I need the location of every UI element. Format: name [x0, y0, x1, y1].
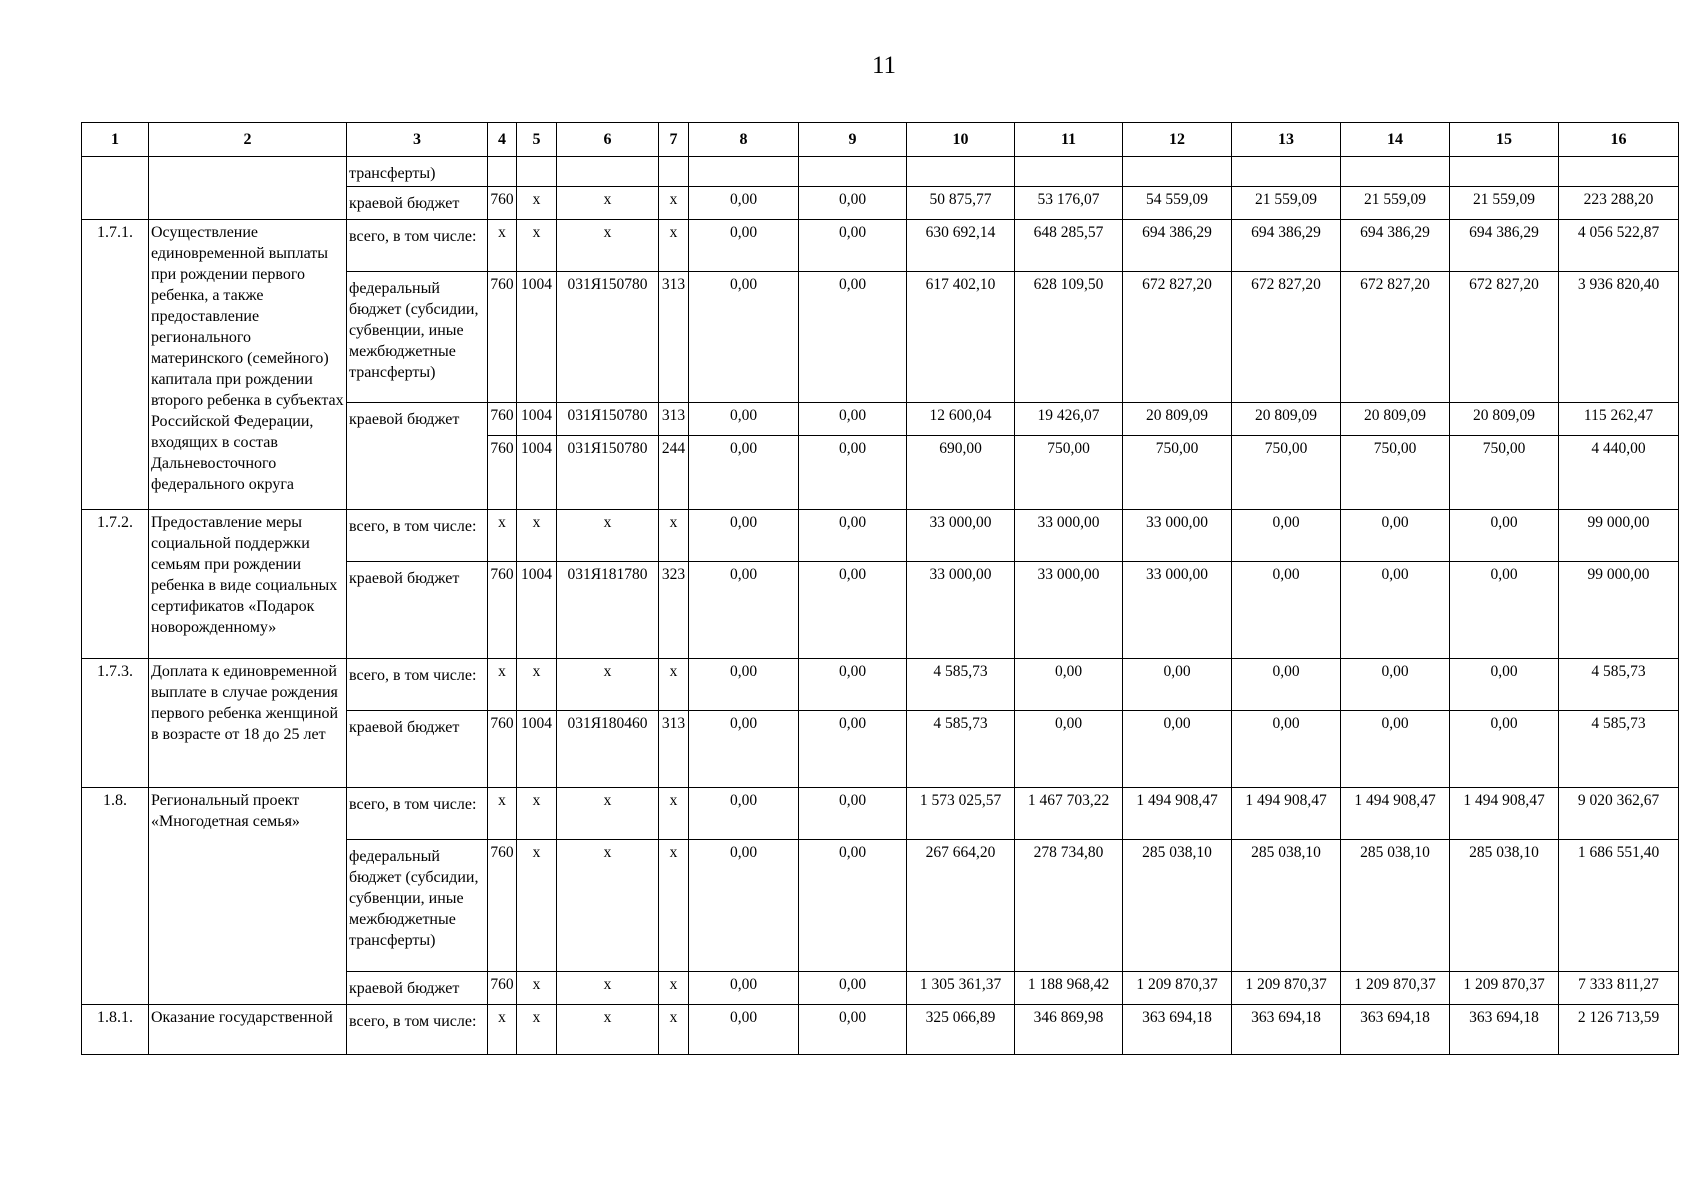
value-cell: 0,00: [689, 1005, 799, 1055]
value-cell: 0,00: [689, 187, 799, 220]
code-cell: 031Я180460: [557, 711, 659, 788]
value-cell: 53 176,07: [1015, 187, 1123, 220]
item-name-cell: Доплата к единовременной выплате в случае рождения первого ребенка женщиной в возрасте от 18 до 25 лет: [149, 659, 347, 788]
code-cell: 1004: [517, 436, 557, 510]
table-row: [82, 659, 1679, 711]
code-cell: 1004: [517, 403, 557, 436]
value-cell: 50 875,77: [907, 187, 1015, 220]
code-cell: x: [659, 840, 689, 972]
value-cell: 285 038,10: [1341, 840, 1450, 972]
code-cell: 760: [488, 562, 517, 659]
code-cell: x: [659, 510, 689, 562]
funding-source-cell: краевой бюджет: [347, 972, 488, 1005]
budget-table: [81, 122, 1679, 1055]
code-cell: 1004: [517, 711, 557, 788]
value-cell: 21 559,09: [1341, 187, 1450, 220]
value-cell: 223 288,20: [1559, 187, 1679, 220]
value-cell: 617 402,10: [907, 272, 1015, 403]
value-cell: 1 494 908,47: [1232, 788, 1341, 840]
value-cell: 9 020 362,67: [1559, 788, 1679, 840]
item-name-cell: [149, 157, 347, 220]
value-cell: 1 573 025,57: [907, 788, 1015, 840]
value-cell: 750,00: [1232, 436, 1341, 510]
value-cell: 20 809,09: [1232, 403, 1341, 436]
value-cell: 1 494 908,47: [1341, 788, 1450, 840]
code-cell: 760: [488, 187, 517, 220]
item-number-cell: 1.8.: [82, 788, 149, 1005]
code-cell: 760: [488, 272, 517, 403]
funding-source-cell: всего, в том числе:: [347, 510, 488, 562]
value-cell: 363 694,18: [1450, 1005, 1559, 1055]
value-cell: 1 209 870,37: [1341, 972, 1450, 1005]
value-cell: 0,00: [1232, 510, 1341, 562]
value-cell: 0,00: [799, 220, 907, 272]
code-cell: x: [557, 972, 659, 1005]
value-cell: 0,00: [1232, 711, 1341, 788]
value-cell: 0,00: [799, 840, 907, 972]
value-cell: 325 066,89: [907, 1005, 1015, 1055]
code-cell: x: [557, 510, 659, 562]
value-cell: 694 386,29: [1450, 220, 1559, 272]
column-header: 15: [1450, 123, 1559, 157]
code-cell: 760: [488, 436, 517, 510]
code-cell: 760: [488, 840, 517, 972]
value-cell: 363 694,18: [1123, 1005, 1232, 1055]
value-cell: [1015, 157, 1123, 187]
value-cell: 0,00: [799, 272, 907, 403]
column-header: 8: [689, 123, 799, 157]
code-cell: 323: [659, 562, 689, 659]
value-cell: [1123, 157, 1232, 187]
code-cell: [557, 157, 659, 187]
value-cell: 1 209 870,37: [1450, 972, 1559, 1005]
code-cell: 031Я150780: [557, 436, 659, 510]
value-cell: 0,00: [799, 711, 907, 788]
column-header: 10: [907, 123, 1015, 157]
value-cell: 0,00: [799, 1005, 907, 1055]
funding-source-cell: всего, в том числе:: [347, 659, 488, 711]
value-cell: 0,00: [689, 272, 799, 403]
code-cell: x: [557, 187, 659, 220]
value-cell: 4 440,00: [1559, 436, 1679, 510]
item-number-cell: 1.7.1.: [82, 220, 149, 510]
value-cell: [689, 157, 799, 187]
code-cell: 1004: [517, 562, 557, 659]
value-cell: 1 494 908,47: [1123, 788, 1232, 840]
value-cell: 672 827,20: [1341, 272, 1450, 403]
code-cell: x: [488, 220, 517, 272]
value-cell: 1 209 870,37: [1123, 972, 1232, 1005]
code-cell: x: [557, 788, 659, 840]
value-cell: 285 038,10: [1450, 840, 1559, 972]
value-cell: 20 809,09: [1341, 403, 1450, 436]
value-cell: 1 209 870,37: [1232, 972, 1341, 1005]
item-name-cell: Оказание государственной: [149, 1005, 347, 1055]
code-cell: x: [488, 510, 517, 562]
value-cell: 1 305 361,37: [907, 972, 1015, 1005]
code-cell: x: [517, 510, 557, 562]
funding-source-cell: трансферты): [347, 157, 488, 187]
column-header: 9: [799, 123, 907, 157]
value-cell: 363 694,18: [1341, 1005, 1450, 1055]
code-cell: 313: [659, 272, 689, 403]
code-cell: x: [517, 840, 557, 972]
value-cell: 19 426,07: [1015, 403, 1123, 436]
item-number-cell: [82, 157, 149, 220]
value-cell: 672 827,20: [1232, 272, 1341, 403]
code-cell: x: [659, 187, 689, 220]
table-row: [82, 788, 1679, 840]
code-cell: 031Я150780: [557, 403, 659, 436]
code-cell: x: [557, 659, 659, 711]
code-cell: [488, 157, 517, 187]
value-cell: 0,00: [1123, 711, 1232, 788]
table-row: [82, 220, 1679, 272]
code-cell: 1004: [517, 272, 557, 403]
column-header: 2: [149, 123, 347, 157]
funding-source-cell: федеральный бюджет (субсидии, субвенции, иные межбюджетные трансферты): [347, 840, 488, 972]
value-cell: 285 038,10: [1123, 840, 1232, 972]
code-cell: x: [517, 788, 557, 840]
value-cell: 99 000,00: [1559, 510, 1679, 562]
value-cell: 1 494 908,47: [1450, 788, 1559, 840]
value-cell: 0,00: [1450, 510, 1559, 562]
column-header: 11: [1015, 123, 1123, 157]
value-cell: 4 585,73: [1559, 659, 1679, 711]
value-cell: 21 559,09: [1232, 187, 1341, 220]
column-header: 13: [1232, 123, 1341, 157]
code-cell: [517, 157, 557, 187]
value-cell: 0,00: [1341, 562, 1450, 659]
value-cell: 0,00: [689, 562, 799, 659]
column-header: 1: [82, 123, 149, 157]
code-cell: 760: [488, 711, 517, 788]
code-cell: 244: [659, 436, 689, 510]
value-cell: 21 559,09: [1450, 187, 1559, 220]
value-cell: 0,00: [799, 436, 907, 510]
table-row: [82, 1005, 1679, 1055]
value-cell: 33 000,00: [1123, 562, 1232, 659]
value-cell: 694 386,29: [1123, 220, 1232, 272]
value-cell: 0,00: [799, 972, 907, 1005]
value-cell: 750,00: [1123, 436, 1232, 510]
value-cell: 0,00: [689, 510, 799, 562]
funding-source-cell: всего, в том числе:: [347, 220, 488, 272]
value-cell: 33 000,00: [907, 510, 1015, 562]
item-number-cell: 1.8.1.: [82, 1005, 149, 1055]
funding-source-cell: краевой бюджет: [347, 711, 488, 788]
value-cell: [1232, 157, 1341, 187]
code-cell: 760: [488, 972, 517, 1005]
value-cell: 33 000,00: [1123, 510, 1232, 562]
value-cell: 115 262,47: [1559, 403, 1679, 436]
value-cell: 750,00: [1341, 436, 1450, 510]
value-cell: 33 000,00: [1015, 510, 1123, 562]
value-cell: 0,00: [1341, 659, 1450, 711]
code-cell: x: [659, 788, 689, 840]
value-cell: [1341, 157, 1450, 187]
funding-source-cell: краевой бюджет: [347, 562, 488, 659]
value-cell: 54 559,09: [1123, 187, 1232, 220]
value-cell: 0,00: [1450, 659, 1559, 711]
value-cell: 0,00: [1232, 562, 1341, 659]
value-cell: 1 188 968,42: [1015, 972, 1123, 1005]
funding-source-cell: краевой бюджет: [347, 403, 488, 510]
code-cell: [659, 157, 689, 187]
code-cell: x: [557, 840, 659, 972]
code-cell: 313: [659, 711, 689, 788]
value-cell: 4 056 522,87: [1559, 220, 1679, 272]
code-cell: x: [659, 659, 689, 711]
value-cell: 20 809,09: [1450, 403, 1559, 436]
value-cell: 0,00: [799, 510, 907, 562]
value-cell: 267 664,20: [907, 840, 1015, 972]
value-cell: 0,00: [1450, 711, 1559, 788]
code-cell: x: [659, 220, 689, 272]
code-cell: 031Я181780: [557, 562, 659, 659]
value-cell: 4 585,73: [907, 659, 1015, 711]
value-cell: 0,00: [799, 562, 907, 659]
value-cell: 1 467 703,22: [1015, 788, 1123, 840]
code-cell: x: [557, 220, 659, 272]
value-cell: 0,00: [689, 436, 799, 510]
value-cell: 0,00: [1123, 659, 1232, 711]
value-cell: 694 386,29: [1341, 220, 1450, 272]
value-cell: [799, 157, 907, 187]
funding-source-cell: краевой бюджет: [347, 187, 488, 220]
value-cell: 0,00: [1450, 562, 1559, 659]
value-cell: 4 585,73: [1559, 711, 1679, 788]
column-header: 14: [1341, 123, 1450, 157]
value-cell: [1450, 157, 1559, 187]
funding-source-cell: всего, в том числе:: [347, 1005, 488, 1055]
value-cell: 628 109,50: [1015, 272, 1123, 403]
column-header: 12: [1123, 123, 1232, 157]
column-header: 5: [517, 123, 557, 157]
column-header: 7: [659, 123, 689, 157]
value-cell: 0,00: [689, 711, 799, 788]
value-cell: 750,00: [1450, 436, 1559, 510]
value-cell: 672 827,20: [1450, 272, 1559, 403]
value-cell: 0,00: [689, 403, 799, 436]
code-cell: 760: [488, 403, 517, 436]
value-cell: 346 869,98: [1015, 1005, 1123, 1055]
table-row: [82, 157, 1679, 187]
value-cell: 285 038,10: [1232, 840, 1341, 972]
value-cell: 363 694,18: [1232, 1005, 1341, 1055]
value-cell: 0,00: [689, 220, 799, 272]
value-cell: 0,00: [689, 840, 799, 972]
value-cell: 690,00: [907, 436, 1015, 510]
value-cell: 0,00: [689, 788, 799, 840]
column-header: 3: [347, 123, 488, 157]
code-cell: x: [488, 788, 517, 840]
value-cell: 20 809,09: [1123, 403, 1232, 436]
value-cell: 0,00: [799, 187, 907, 220]
item-name-cell: Осуществление единовременной выплаты при рождении первого ребенка, а также предоставление регионального материнского (семейного) капитала при рождении второго ребенка в субъектах Российской Федерации, входящих в состав Дальневосточного федерального округа: [149, 220, 347, 510]
value-cell: 750,00: [1015, 436, 1123, 510]
value-cell: 0,00: [799, 788, 907, 840]
item-number-cell: 1.7.2.: [82, 510, 149, 659]
value-cell: 99 000,00: [1559, 562, 1679, 659]
code-cell: x: [517, 659, 557, 711]
code-cell: x: [517, 187, 557, 220]
value-cell: 12 600,04: [907, 403, 1015, 436]
funding-source-cell: всего, в том числе:: [347, 788, 488, 840]
value-cell: 0,00: [1341, 711, 1450, 788]
code-cell: x: [488, 659, 517, 711]
table-row: [82, 510, 1679, 562]
value-cell: 2 126 713,59: [1559, 1005, 1679, 1055]
code-cell: x: [659, 972, 689, 1005]
code-cell: x: [488, 1005, 517, 1055]
value-cell: 7 333 811,27: [1559, 972, 1679, 1005]
code-cell: 031Я150780: [557, 272, 659, 403]
value-cell: 648 285,57: [1015, 220, 1123, 272]
value-cell: 0,00: [689, 972, 799, 1005]
value-cell: 278 734,80: [1015, 840, 1123, 972]
value-cell: 0,00: [799, 403, 907, 436]
item-number-cell: 1.7.3.: [82, 659, 149, 788]
value-cell: 694 386,29: [1232, 220, 1341, 272]
value-cell: 3 936 820,40: [1559, 272, 1679, 403]
value-cell: 630 692,14: [907, 220, 1015, 272]
value-cell: 0,00: [1015, 659, 1123, 711]
value-cell: 0,00: [1341, 510, 1450, 562]
code-cell: x: [517, 972, 557, 1005]
code-cell: 313: [659, 403, 689, 436]
item-name-cell: Предоставление меры социальной поддержки семьям при рождении ребенка в виде социальных сертификатов «Подарок новорожденному»: [149, 510, 347, 659]
value-cell: 672 827,20: [1123, 272, 1232, 403]
value-cell: 33 000,00: [1015, 562, 1123, 659]
value-cell: 0,00: [1232, 659, 1341, 711]
value-cell: 33 000,00: [907, 562, 1015, 659]
code-cell: x: [557, 1005, 659, 1055]
page-number: 11: [871, 52, 897, 79]
value-cell: [1559, 157, 1679, 187]
column-header: 6: [557, 123, 659, 157]
code-cell: x: [517, 1005, 557, 1055]
code-cell: x: [517, 220, 557, 272]
value-cell: 1 686 551,40: [1559, 840, 1679, 972]
funding-source-cell: федеральный бюджет (субсидии, субвенции, иные межбюджетные трансферты): [347, 272, 488, 403]
value-cell: 0,00: [799, 659, 907, 711]
value-cell: 0,00: [689, 659, 799, 711]
value-cell: 4 585,73: [907, 711, 1015, 788]
value-cell: [907, 157, 1015, 187]
header-row: [82, 123, 1679, 157]
item-name-cell: Региональный проект «Многодетная семья»: [149, 788, 347, 1005]
code-cell: x: [659, 1005, 689, 1055]
value-cell: 0,00: [1015, 711, 1123, 788]
column-header: 16: [1559, 123, 1679, 157]
column-header: 4: [488, 123, 517, 157]
